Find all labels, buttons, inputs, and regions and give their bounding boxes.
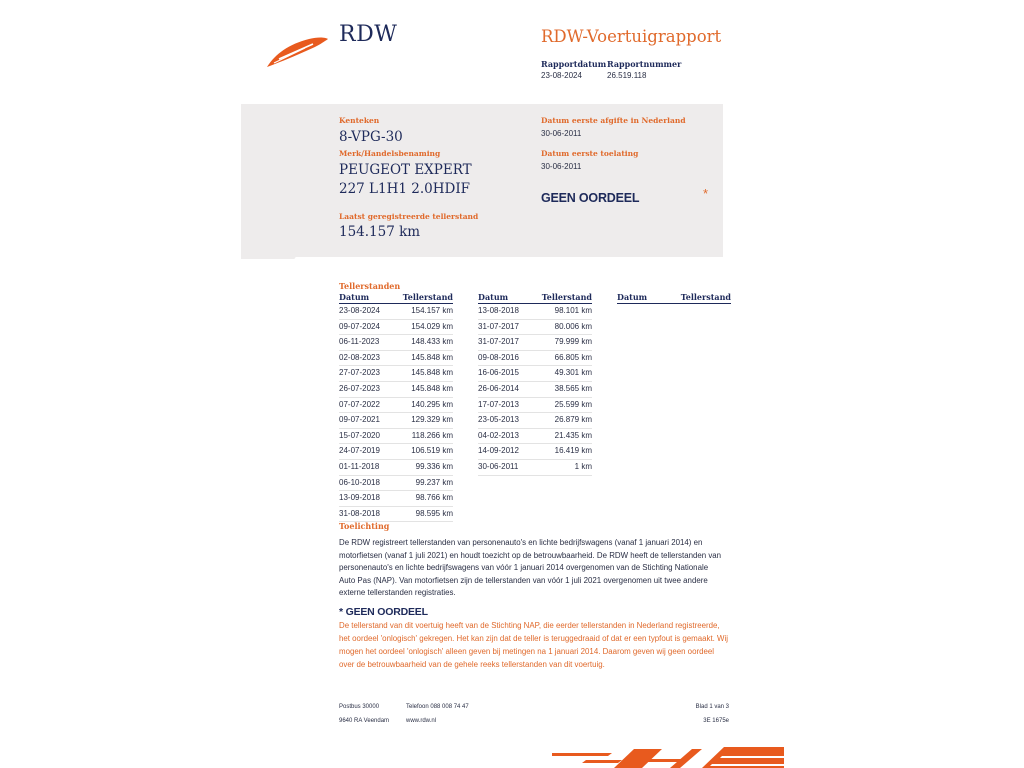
col-reading-header: Tellerstand	[541, 292, 592, 302]
report-number: 26.519.118	[607, 71, 647, 80]
mileage-row	[339, 320, 453, 336]
footer-page-number: Blad 1 van 3	[695, 704, 729, 710]
col-reading-header: Tellerstand	[402, 292, 453, 302]
mileage-row	[339, 398, 453, 414]
mileage-row	[478, 335, 592, 351]
mileage-reading: 66.805 km	[554, 352, 592, 362]
mileage-row	[478, 382, 592, 398]
make-value-line1: PEUGEOT EXPERT	[339, 162, 472, 178]
mileage-date: 15-07-2020	[339, 430, 380, 440]
first-issue-nl-label: Datum eerste afgifte in Nederland	[541, 116, 686, 125]
verdict-note-text: De tellerstand van dit voertuig heeft van de Stichting NAP, die eerder tellerstanden in Nederland registreerde, het oordeel 'onlogisch' gekregen. Het kan zijn dat de teller is teruggedraaid of dat er een typfout is gemaakt. Wij mogen het oordeel 'onlogisch' alleen geven bij metingen na 1 januari 2014. Daarom geven wij geen oordeel over de betrouwbaarheid van de gehele reeks tellerstanden van dit voertuig.	[339, 621, 729, 669]
mileage-date: 14-09-2012	[478, 446, 519, 456]
mileage-reading: 106.519 km	[411, 446, 453, 456]
mileage-row	[339, 366, 453, 382]
panel-tail-decoration	[241, 247, 303, 259]
mileage-reading: 38.565 km	[554, 383, 592, 393]
mileage-row	[478, 429, 592, 445]
mileage-row	[478, 366, 592, 382]
report-title: RDW-Voertuigrapport	[541, 27, 722, 46]
report-date: 23-08-2024	[541, 71, 582, 80]
mileage-reading: 79.999 km	[554, 337, 592, 347]
mileage-reading: 145.848 km	[411, 383, 453, 393]
mileage-reading: 1 km	[574, 461, 592, 471]
mileage-date: 31-07-2017	[478, 337, 519, 347]
make-label: Merk/Handelsbenaming	[339, 149, 441, 158]
mileage-reading: 154.029 km	[411, 321, 453, 331]
footer-postbus: Postbus 30000	[339, 704, 380, 710]
mileage-date: 30-06-2011	[478, 461, 519, 471]
mileage-reading: 98.101 km	[554, 306, 592, 315]
mileage-row	[339, 444, 453, 460]
mileage-date: 06-11-2023	[339, 337, 380, 347]
mileage-column-2	[478, 292, 592, 476]
mileage-date: 26-06-2014	[478, 383, 519, 393]
mileage-row	[339, 507, 453, 523]
odometer-value: 154.157 km	[339, 224, 421, 240]
first-issue-nl-value: 30-06-2011	[541, 129, 582, 138]
mileage-date: 31-08-2018	[339, 508, 380, 518]
footer-web-link[interactable]: www.rdw.nl	[406, 718, 437, 724]
mileage-date: 07-07-2022	[339, 399, 380, 409]
mileage-date: 26-07-2023	[339, 383, 380, 393]
mileage-reading: 145.848 km	[411, 368, 453, 378]
mileage-date: 17-07-2013	[478, 399, 519, 409]
mileage-reading: 49.301 km	[554, 368, 592, 378]
mileage-date: 23-08-2024	[339, 306, 380, 315]
mileage-row	[339, 335, 453, 351]
verdict-note-title: * GEEN OORDEEL	[339, 606, 428, 618]
mileage-date: 13-08-2018	[478, 306, 519, 315]
mileage-reading: 148.433 km	[411, 337, 453, 347]
mileage-reading: 26.879 km	[554, 415, 592, 425]
mileage-row	[339, 304, 453, 320]
mileage-date: 09-07-2021	[339, 415, 380, 425]
mileage-column-3	[617, 292, 731, 304]
col-date-header: Datum	[339, 292, 370, 302]
mileage-row	[339, 460, 453, 476]
mileage-rows	[339, 304, 453, 522]
make-value-line2: 227 L1H1 2.0HDIF	[339, 181, 471, 197]
mileage-date: 24-07-2019	[339, 446, 380, 456]
first-admission-label: Datum eerste toelating	[541, 149, 639, 158]
mileage-row	[339, 429, 453, 445]
report-date-label: Rapportdatum	[541, 59, 607, 69]
mileage-reading: 145.848 km	[411, 352, 453, 362]
mileage-row	[478, 304, 592, 320]
mileage-reading: 140.295 km	[411, 399, 453, 409]
mileage-date: 16-06-2015	[478, 368, 519, 378]
mileage-row	[478, 398, 592, 414]
mileage-row	[478, 413, 592, 429]
mileage-row	[478, 460, 592, 476]
mileage-column-1	[339, 292, 453, 522]
verdict-asterisk: *	[703, 186, 709, 201]
vehicle-summary-panel	[241, 104, 723, 257]
report-number-label: Rapportnummer	[607, 59, 682, 69]
mileage-date: 23-05-2013	[478, 415, 519, 425]
mileage-reading: 129.329 km	[411, 415, 453, 425]
mileage-date: 27-07-2023	[339, 368, 380, 378]
explanation-title: Toelichting	[339, 521, 390, 531]
col-date-header: Datum	[478, 292, 509, 302]
mileage-reading: 16.419 km	[554, 446, 592, 456]
mileage-date: 09-08-2016	[478, 352, 519, 362]
odometer-label: Laatst geregistreerde tellerstand	[339, 212, 479, 221]
first-admission-value: 30-06-2011	[541, 162, 582, 171]
mileage-row	[478, 351, 592, 367]
mileage-column-header	[478, 292, 592, 304]
mileage-reading: 21.435 km	[554, 430, 592, 440]
mileage-date: 06-10-2018	[339, 477, 380, 487]
mileage-date: 31-07-2017	[478, 321, 519, 331]
mileage-row	[339, 413, 453, 429]
col-reading-header: Tellerstand	[680, 292, 731, 302]
verdict-text: GEEN OORDEEL	[541, 191, 640, 205]
decorative-stripes-icon	[552, 747, 784, 768]
mileage-reading: 154.157 km	[411, 306, 453, 315]
mileage-row	[478, 320, 592, 336]
rdw-logo-icon	[265, 36, 329, 68]
mileage-rows	[478, 304, 592, 476]
explanation-text: De RDW registreert tellerstanden van personenauto's en lichte bedrijfswagens (vanaf 1 januari 2014) en motorfietsen (vanaf 1 juli 2021) en houdt toezicht op de betrouwbaarheid. De RDW heeft de tellerstanden van personenauto's en lichte bedrijfswagens van vóór 1 januari 2014 overgenomen van de Stichting Nationale Auto Pas (NAP). Van motorfietsen zijn de tellerstanden van vóór 1 juli 2021 overgenomen uit twee andere externe tellerstanden registraties.	[339, 538, 722, 598]
mileage-reading: 25.599 km	[554, 399, 592, 409]
mileage-row	[339, 491, 453, 507]
mileage-reading: 99.336 km	[415, 461, 453, 471]
mileage-column-header	[339, 292, 453, 304]
plate-value: 8-VPG-30	[339, 129, 403, 145]
footer-code: 3E 1675e	[703, 718, 729, 724]
mileage-reading: 80.006 km	[554, 321, 592, 331]
col-date-header: Datum	[617, 292, 648, 302]
mileage-row	[478, 444, 592, 460]
mileage-row	[339, 476, 453, 492]
mileage-row	[339, 382, 453, 398]
mileage-reading: 98.766 km	[415, 493, 453, 503]
mileage-reading: 98.595 km	[415, 508, 453, 518]
brand-name: RDW	[339, 22, 398, 47]
footer-phone: Telefoon 088 008 74 47	[406, 704, 469, 710]
mileage-date: 13-09-2018	[339, 493, 380, 503]
mileage-column-header	[617, 292, 731, 304]
footer-postcode: 9640 RA Veendam	[339, 718, 390, 724]
mileage-date: 04-02-2013	[478, 430, 519, 440]
mileage-reading: 118.266 km	[411, 430, 453, 440]
mileage-reading: 99.237 km	[415, 477, 453, 487]
mileage-row	[339, 351, 453, 367]
mileage-title: Tellerstanden	[339, 281, 401, 291]
plate-label: Kenteken	[339, 116, 380, 125]
mileage-date: 09-07-2024	[339, 321, 380, 331]
mileage-date: 01-11-2018	[339, 461, 380, 471]
mileage-date: 02-08-2023	[339, 352, 380, 362]
